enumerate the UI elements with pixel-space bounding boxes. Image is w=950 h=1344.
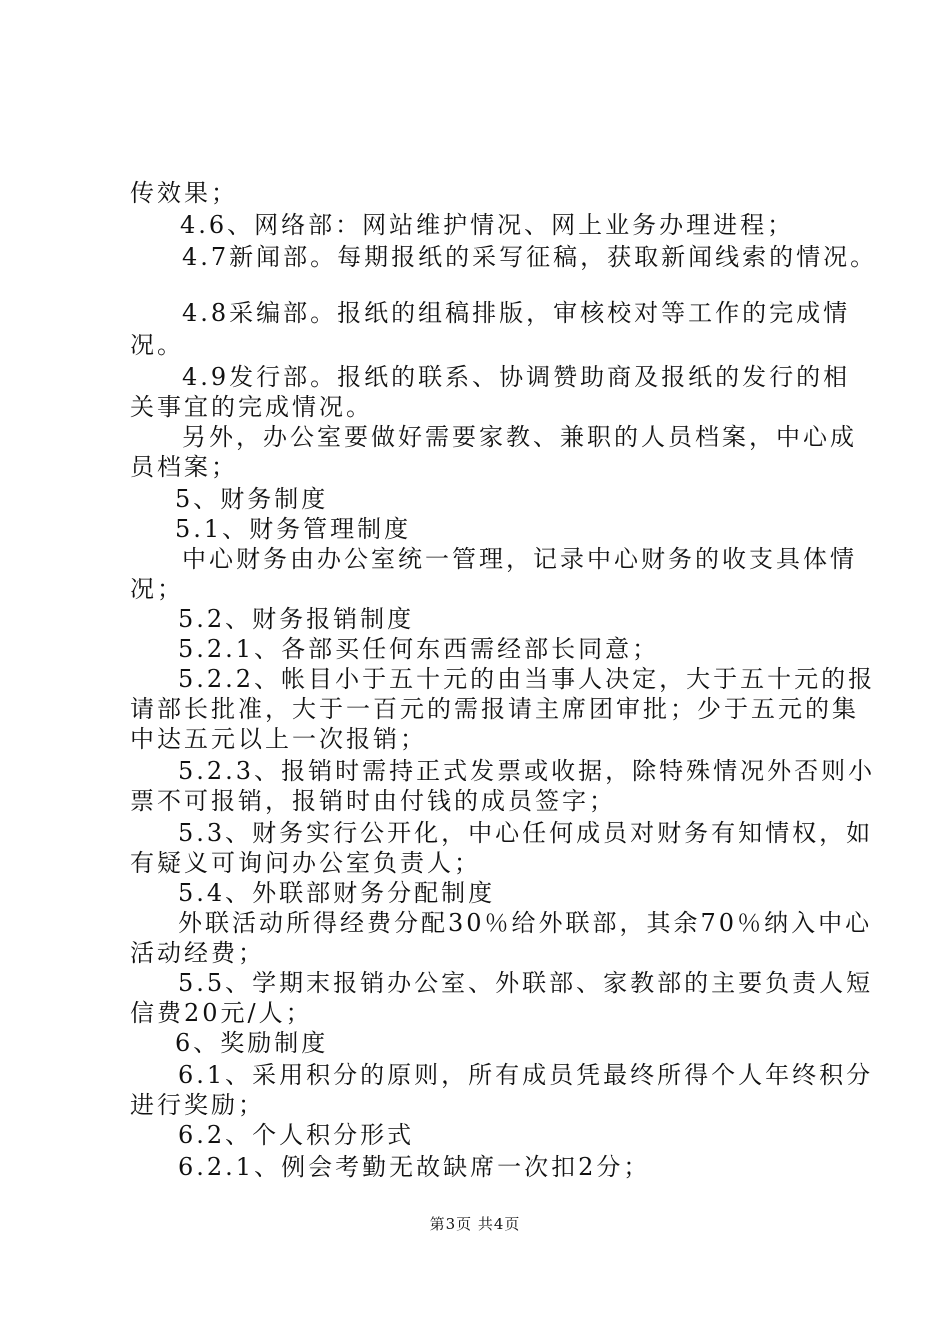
text-line: 5.2.1、各部买任何东西需经部长同意；	[178, 635, 660, 663]
text-line: 中心财务由办公室统一管理，记录中心财务的收支具体情	[182, 545, 857, 573]
subsection-heading: 5.4、外联部财务分配制度	[178, 879, 496, 907]
text-line: 员档案；	[130, 453, 238, 481]
subsection-heading: 5.1、财务管理制度	[175, 515, 412, 543]
text-line: 6.1、采用积分的原则，所有成员凭最终所得个人年终积分	[178, 1061, 874, 1089]
text-line: 外联活动所得经费分配30％给外联部，其余70％纳入中心	[178, 909, 873, 937]
text-line: 信费20元/人；	[130, 999, 313, 1027]
subsection-heading: 5.2、财务报销制度	[178, 605, 415, 633]
text-line: 进行奖励；	[130, 1091, 265, 1119]
text-line: 4.9发行部。报纸的联系、协调赞助商及报纸的发行的相	[182, 363, 851, 391]
text-line: 活动经费；	[130, 939, 265, 967]
text-line: 请部长批准，大于一百元的需报请主席团审批；少于五元的集	[130, 695, 859, 723]
text-line: 中达五元以上一次报销；	[130, 725, 427, 753]
text-line: 5.5、学期末报销办公室、外联部、家教部的主要负责人短	[178, 969, 874, 997]
text-line: 票不可报销，报销时由付钱的成员签字；	[130, 787, 616, 815]
section-heading: 5、财务制度	[175, 485, 329, 513]
text-line: 5.3、财务实行公开化，中心任何成员对财务有知情权，如	[178, 819, 874, 847]
subsection-heading: 6.2、个人积分形式	[178, 1121, 415, 1149]
text-line: 5.2.2、帐目小于五十元的由当事人决定，大于五十元的报	[178, 665, 876, 693]
text-line: 况。	[130, 331, 184, 359]
text-line: 4.8采编部。报纸的组稿排版，审核校对等工作的完成情	[182, 299, 851, 327]
text-line: 有疑义可询问办公室负责人；	[130, 849, 481, 877]
page-number-footer: 第3页 共4页	[429, 1215, 521, 1233]
text-line: 6.2.1、例会考勤无故缺席一次扣2分；	[178, 1153, 651, 1181]
section-heading: 6、奖励制度	[175, 1029, 329, 1057]
text-line: 传效果；	[130, 179, 238, 207]
text-line: 4.7新闻部。每期报纸的采写征稿，获取新闻线索的情况。	[182, 243, 878, 271]
text-line: 关事宜的完成情况。	[130, 393, 373, 421]
text-line: 况；	[130, 575, 184, 603]
text-line: 5.2.3、报销时需持正式发票或收据，除特殊情况外否则小	[178, 757, 876, 785]
text-line: 4.6、网络部：网站维护情况、网上业务办理进程；	[180, 211, 795, 239]
text-line: 另外，办公室要做好需要家教、兼职的人员档案，中心成	[182, 423, 857, 451]
